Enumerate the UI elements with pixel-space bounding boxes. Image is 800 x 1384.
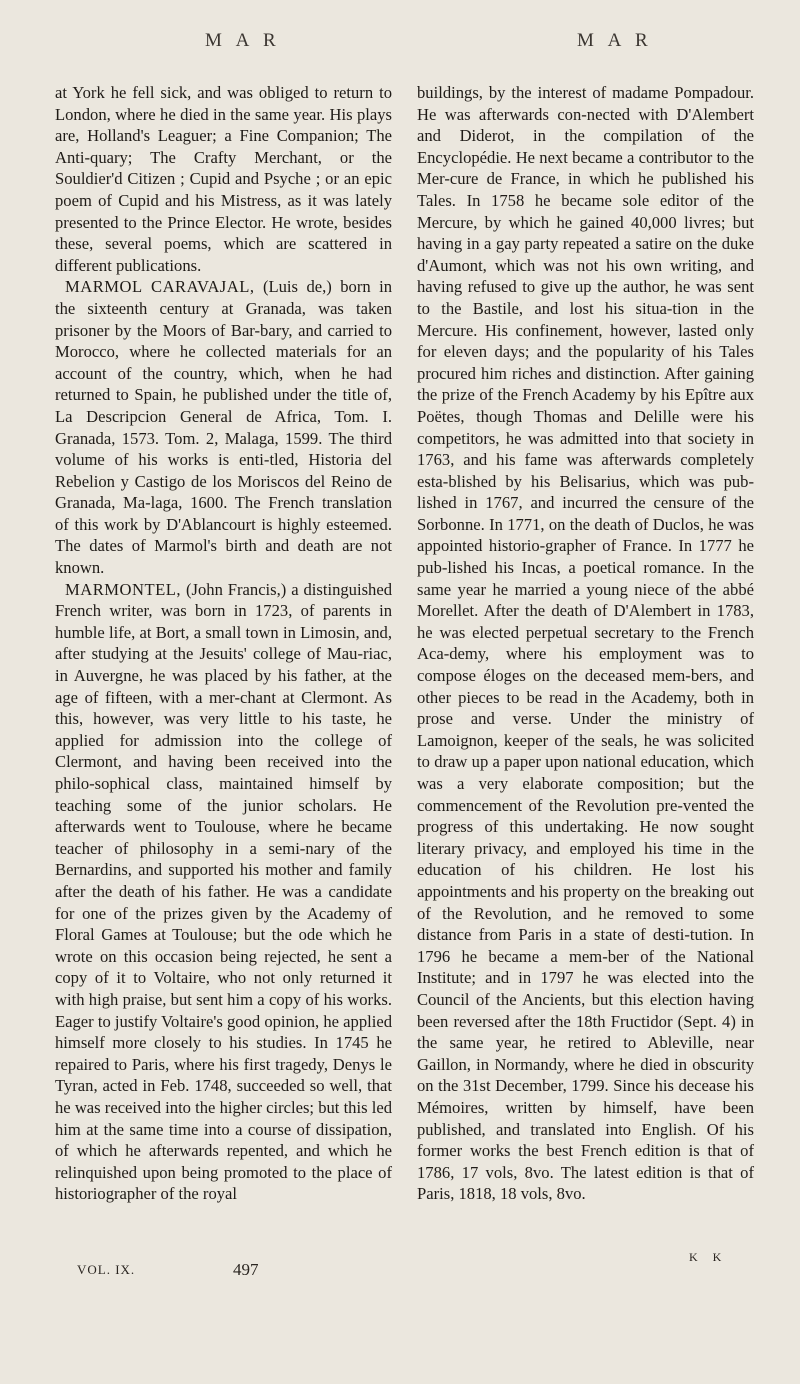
entry-name-marmol: MARMOL CARAVAJAL,	[65, 277, 255, 297]
page-footer	[55, 1250, 755, 1286]
volume-label: VOL. IX.	[77, 1262, 136, 1277]
signature-mark: K K	[689, 1250, 728, 1264]
running-head-right: M A R	[577, 30, 653, 51]
left-column	[55, 82, 392, 1205]
entry-text-marmol: (Luis de,) born in the sixteenth century at Granada, was taken prisoner by the Moors of Bar-bary, and carried to Morocco, where he collected materials for an account of the country, which, when he had returned to Spain, he published under the title of, La Descripcion General de Africa, Tom. I. Granada, 1573. Tom. 2, Malaga, 1599. The third volume of his works is enti-tled, Historia del Rebelion y Castigo de los Moriscos del Reino de Granada, Ma-laga, 1600. The French translation of this work by D'Ablancourt is highly esteemed. The dates of Marmol's birth and death are not known.	[55, 277, 392, 578]
running-head-left: M A R	[205, 30, 281, 51]
entry-text-marmontel: (John Francis,) a distinguished French writer, was born in 1723, of parents in humble life, at Bort, a small town in Limosin, and, after studying at the Jesuits' college of Mau-riac, in Auvergne, he was placed by his father, at the age of fifteen, with a mer-chant at Clermont. As this, however, was very little to his taste, he applied for admission into the college of Clermont, and having been received into the philo-sophical class, maintained himself by teaching some of the junior scholars. He afterwards went to Toulouse, where he became teacher of philosophy in a semi-nary of the Bernardins, and supported his mother and family after the death of his father. He was a candidate for one of the prizes given by the Academy of Floral Games at Toulouse; but the ode which he wrote on this occasion being rejected, he sent a copy of it to Voltaire, who not only returned it with high praise, but sent him a copy of his works. Eager to justify Voltaire's good opinion, he applied himself more closely to his studies. In 1745 he repaired to Paris, where his first tragedy, Denys le Tyran, acted in Feb. 1748, succeeded so well, that he was received into the higher circles; but this led him at the same time into a course of dissipation, of which he afterwards repented, and which he relinquished upon being promoted to the place of historiographer of the royal	[55, 579, 392, 1204]
right-column	[417, 82, 754, 1205]
paragraph-continued: at York he fell sick, and was obliged to return to London, where he died in the same year. His plays are, Holland's Leaguer; a Fine Companion; The Anti-quary; The Crafty Merchant, or the Souldier'd Citizen ; Cupid and Psyche ; or an epic poem of Cupid and his Mistress, as it was lately presented to the Prince Elector. He wrote, besides these, several poems, which are scattered in different publications.	[55, 83, 392, 275]
running-header	[0, 30, 800, 60]
page-number: 497	[233, 1260, 259, 1279]
entry-marmontel	[55, 579, 392, 1205]
entry-name-marmontel: MARMONTEL,	[65, 579, 182, 599]
paragraph-right: buildings, by the interest of madame Pompadour. He was afterwards con-nected with D'Alembert and Diderot, in the compilation of the Encyclopédie. He next became a contributor to the Mer-cure de France, in which he published his Tales. In 1758 he became sole editor of the Mercure, by which he gained 40,000 livres; but having in a gay party repeated a satire on the duke d'Aumont, which was not his own writing, and having refused to give up the author, he was sent to the Bastile, and lost his situa-tion in the Mercure. His confinement, however, lasted only for eleven days; and the popularity of his Tales procured him riches and distinction. After gaining the prize of the French Academy by his Epître aux Poëtes, though Thomas and Delille were his competitors, he was admitted into that society in 1763, and his fame was afterwards completely esta-blished by his Belisarius, which was pub-lished in 1767, and incurred the censure of the Sorbonne. In 1771, on the death of Duclos, he was appointed historio-grapher of France. In 1777 he pub-lished his Incas, a poetical romance. In the same year he married a young niece of the abbé Morellet. After the death of D'Alembert in 1783, he was elected perpetual secretary to the French Aca-demy, where his employment was to compose éloges on the deceased mem-bers, and other pieces to be read in the Academy, both in prose and verse. Under the ministry of Lamoignon, keeper of the seals, he was solicited to draw up a paper upon national education, which was a very elaborate composition; but the commencement of the Revolution pre-vented the progress of this undertaking. He now sought literary privacy, and employed his time in the education of his children. He lost his appointments and his property on the breaking out of the Revolution, and he removed to some distance from Paris in a state of desti-tution. In 1796 he became a mem-ber of the National Institute; and in 1797 he was elected into the Council of the Ancients, but this election having been reversed after the 18th Fructidor (Sept. 4) in the same year, he retired to Ableville, near Gaillon, in Normandy, where he died in obscurity on the 31st December, 1799. Since his decease his Mémoires, written by himself, have been published, and translated into English. Of his former works the best French edition is that of 1786, 17 vols, 8vo. The latest edition is that of Paris, 1818, 18 vols, 8vo.	[417, 83, 754, 1204]
entry-marmol	[55, 276, 392, 578]
